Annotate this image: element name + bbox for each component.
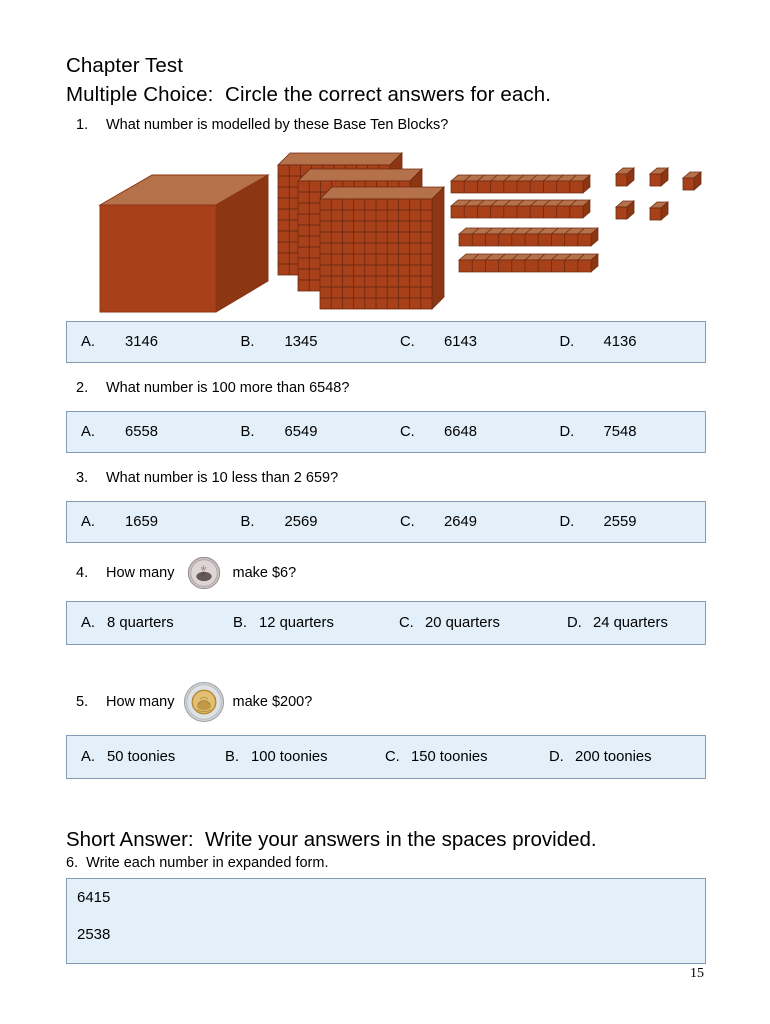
option-letter: D. xyxy=(549,749,564,765)
ones-unit-block xyxy=(647,165,671,189)
question-1-line xyxy=(76,115,706,135)
option-letter: A. xyxy=(81,424,95,440)
option-text: 3146 xyxy=(125,334,158,350)
option-4-b[interactable] xyxy=(233,615,399,631)
question-3-prompt: What number is 10 less than 2 659? xyxy=(106,470,339,486)
question-2-prompt: What number is 100 more than 6548? xyxy=(106,380,350,396)
question-2-number: 2. xyxy=(76,380,89,396)
option-letter: C. xyxy=(385,749,400,765)
base-ten-blocks-figure xyxy=(66,141,706,321)
option-text: 2649 xyxy=(444,514,477,530)
option-text: 100 toonies xyxy=(251,749,328,765)
question-5-answer-band xyxy=(66,735,706,779)
option-text: 2559 xyxy=(603,514,637,530)
question-4-prompt-after: make $6? xyxy=(232,565,297,581)
option-text: 7548 xyxy=(603,424,637,440)
option-1-a[interactable] xyxy=(67,334,227,350)
page-title: Chapter Test xyxy=(66,54,184,77)
option-text: 2569 xyxy=(284,514,318,530)
question-5-prompt-after: make $200? xyxy=(232,694,313,710)
option-text: 150 toonies xyxy=(411,749,488,765)
thousands-cube-block xyxy=(94,169,274,319)
option-2-a[interactable] xyxy=(67,424,227,440)
question-6-prompt: 6. Write each number in expanded form. xyxy=(66,855,329,871)
option-letter: B. xyxy=(240,424,255,440)
option-3-c[interactable] xyxy=(386,514,546,530)
option-text: 200 toonies xyxy=(575,749,652,765)
question-2-answer-band xyxy=(66,411,706,453)
tens-rod-block xyxy=(448,197,593,221)
question-5-line xyxy=(76,681,706,723)
option-1-d[interactable] xyxy=(546,334,706,350)
option-text: 1345 xyxy=(284,334,318,350)
option-letter: D. xyxy=(559,514,575,530)
ones-unit-block xyxy=(613,165,637,189)
page-number: 15 xyxy=(690,966,704,981)
option-4-a[interactable] xyxy=(81,615,233,631)
question-3-line xyxy=(76,468,706,488)
option-2-b[interactable] xyxy=(227,424,387,440)
tens-rod-block xyxy=(456,225,601,249)
option-1-b[interactable] xyxy=(227,334,387,350)
option-letter: C. xyxy=(399,615,414,631)
option-text: 50 toonies xyxy=(107,749,176,765)
option-letter: A. xyxy=(81,334,95,350)
toonie-coin-icon xyxy=(183,681,225,723)
question-3-number: 3. xyxy=(76,470,89,486)
question-1-prompt: What number is modelled by these Base Ten Blocks? xyxy=(106,117,449,133)
option-letter: A. xyxy=(81,615,95,631)
question-3-answer-band xyxy=(66,501,706,543)
option-2-c[interactable] xyxy=(386,424,546,440)
option-text: 24 quarters xyxy=(593,615,668,631)
ones-unit-block xyxy=(613,198,637,222)
page-content xyxy=(66,52,706,964)
option-letter: B. xyxy=(240,514,255,530)
question-6-answer-box[interactable] xyxy=(66,878,706,964)
option-text: 12 quarters xyxy=(259,615,334,631)
question-4-number: 4. xyxy=(76,565,89,581)
option-letter: A. xyxy=(81,514,95,530)
ones-unit-block xyxy=(680,169,704,193)
option-4-c[interactable] xyxy=(399,615,567,631)
option-text: 4136 xyxy=(603,334,637,350)
question-4-answer-band xyxy=(66,601,706,645)
option-letter: C. xyxy=(400,424,415,440)
option-letter: B. xyxy=(240,334,255,350)
question-4-line xyxy=(76,556,706,590)
option-letter: D. xyxy=(559,334,575,350)
option-text: 6558 xyxy=(125,424,158,440)
option-letter: D. xyxy=(559,424,575,440)
expanded-form-value-1: 6415 xyxy=(77,889,111,906)
option-5-c[interactable] xyxy=(385,749,549,765)
tens-rod-block xyxy=(456,251,601,275)
option-text: 8 quarters xyxy=(107,615,174,631)
question-1-answer-band xyxy=(66,321,706,363)
hundreds-flat-block xyxy=(316,183,446,313)
option-letter: D. xyxy=(567,615,582,631)
option-3-b[interactable] xyxy=(227,514,387,530)
option-text: 6648 xyxy=(444,424,477,440)
option-3-d[interactable] xyxy=(546,514,706,530)
quarter-coin-icon xyxy=(187,556,221,590)
option-1-c[interactable] xyxy=(386,334,546,350)
option-5-a[interactable] xyxy=(81,749,225,765)
question-5-number: 5. xyxy=(76,694,89,710)
question-2-line xyxy=(76,378,706,398)
question-1-number: 1. xyxy=(76,117,89,133)
option-letter: C. xyxy=(400,334,415,350)
option-text: 6549 xyxy=(284,424,318,440)
option-text: 20 quarters xyxy=(425,615,500,631)
question-5-prompt-before: How many xyxy=(106,694,175,710)
option-letter: A. xyxy=(81,749,95,765)
expanded-form-value-2: 2538 xyxy=(77,926,111,943)
option-4-d[interactable] xyxy=(567,615,668,631)
option-letter: C. xyxy=(400,514,415,530)
option-text: 1659 xyxy=(125,514,158,530)
tens-rod-block xyxy=(448,172,593,196)
option-5-d[interactable] xyxy=(549,749,652,765)
ones-unit-block xyxy=(647,199,671,223)
short-answer-heading: Short Answer: Write your answers in the spaces provided. xyxy=(66,828,597,851)
option-letter: B. xyxy=(225,749,239,765)
option-text: 6143 xyxy=(444,334,477,350)
option-letter: B. xyxy=(233,615,247,631)
option-3-a[interactable] xyxy=(67,514,227,530)
multiple-choice-heading: Multiple Choice: Circle the correct answers for each. xyxy=(66,83,552,106)
option-2-d[interactable] xyxy=(546,424,706,440)
question-4-prompt-before: How many xyxy=(106,565,175,581)
option-5-b[interactable] xyxy=(225,749,385,765)
